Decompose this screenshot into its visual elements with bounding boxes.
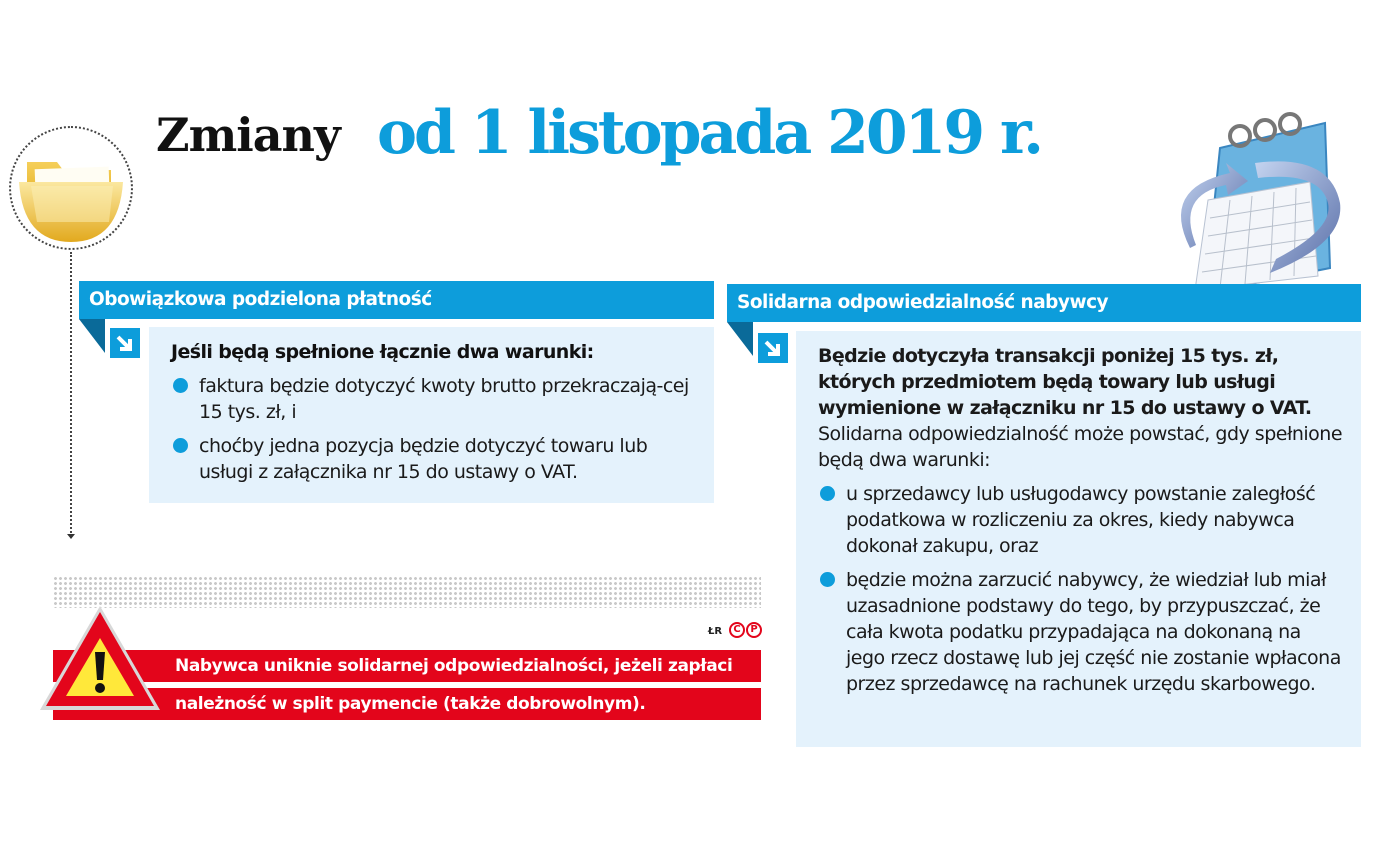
- arrow-down-right-icon: [758, 333, 788, 363]
- bullet-dot-icon: [173, 378, 188, 393]
- title-date: od 1 listopada 2019 r.: [377, 98, 1042, 168]
- timeline-line: [70, 252, 72, 536]
- title-main: Zmiany: [156, 108, 340, 162]
- folder-icon: [11, 128, 131, 248]
- bullet-dot-icon: [820, 572, 835, 587]
- calendar-refresh-icon: [1160, 108, 1350, 298]
- right-content-box: [796, 331, 1361, 747]
- left-lead: Jeśli będą spełnione łącznie dwa warunki:: [171, 341, 594, 363]
- left-header-fold: [79, 319, 105, 353]
- left-bullet: faktura będzie dotyczyć kwoty brutto przekraczają-cej 15 tys. zł, i: [171, 373, 696, 425]
- warning-bar-line2: należność w split paymencie (także dobrowolnym).: [53, 688, 761, 720]
- folder-circle: [9, 126, 133, 250]
- arrow-down-right-icon: [110, 328, 140, 358]
- left-arrow-badge: [110, 328, 140, 358]
- bullet-dot-icon: [173, 438, 188, 453]
- right-bullet: u sprzedawcy lub usługodawcy powstanie zaległość podatkowa w rozliczeniu za okres, kiedy nabywca dokonał zakupu, oraz: [818, 481, 1343, 559]
- right-lead: Będzie dotyczyła transakcji poniżej 15 tys. zł, których przedmiotem będą towary lub usługi wymienione w załączniku nr 15 do ustawy o VAT. Solidarna odpowiedzialność może powstać, gdy spełnione będą dwa warunki:: [818, 345, 1343, 471]
- left-content-box: [149, 327, 714, 503]
- author-credit: ŁR: [708, 626, 723, 637]
- left-bullet: choćby jedna pozycja będzie dotyczyć towaru lub usługi z załącznika nr 15 do ustawy o VAT.: [171, 433, 696, 485]
- publisher-mark: P: [746, 622, 762, 638]
- bullet-dot-icon: [820, 486, 835, 501]
- copyright-mark: C: [729, 622, 745, 638]
- left-section-heading: Obowiązkowa podzielona płatność: [79, 281, 714, 319]
- timeline-end-marker: [67, 534, 75, 539]
- warning-triangle-icon: [38, 604, 162, 714]
- right-bullet: będzie można zarzucić nabywcy, że wiedział lub miał uzasadnione podstawy do tego, by przypuszczać, że cała kwota podatku przypadająca na dokonaną na jego rzecz dostawę lub jej część nie zostanie wpłacona przez sprzedawcę na rachunek urzędu skarbowego.: [818, 567, 1343, 697]
- warning-bar-line1: Nabywca uniknie solidarnej odpowiedzialności, jeżeli zapłaci: [53, 650, 761, 682]
- right-arrow-badge: [758, 333, 788, 363]
- right-header-fold: [727, 322, 753, 356]
- right-section-heading: Solidarna odpowiedzialność nabywcy: [727, 284, 1361, 322]
